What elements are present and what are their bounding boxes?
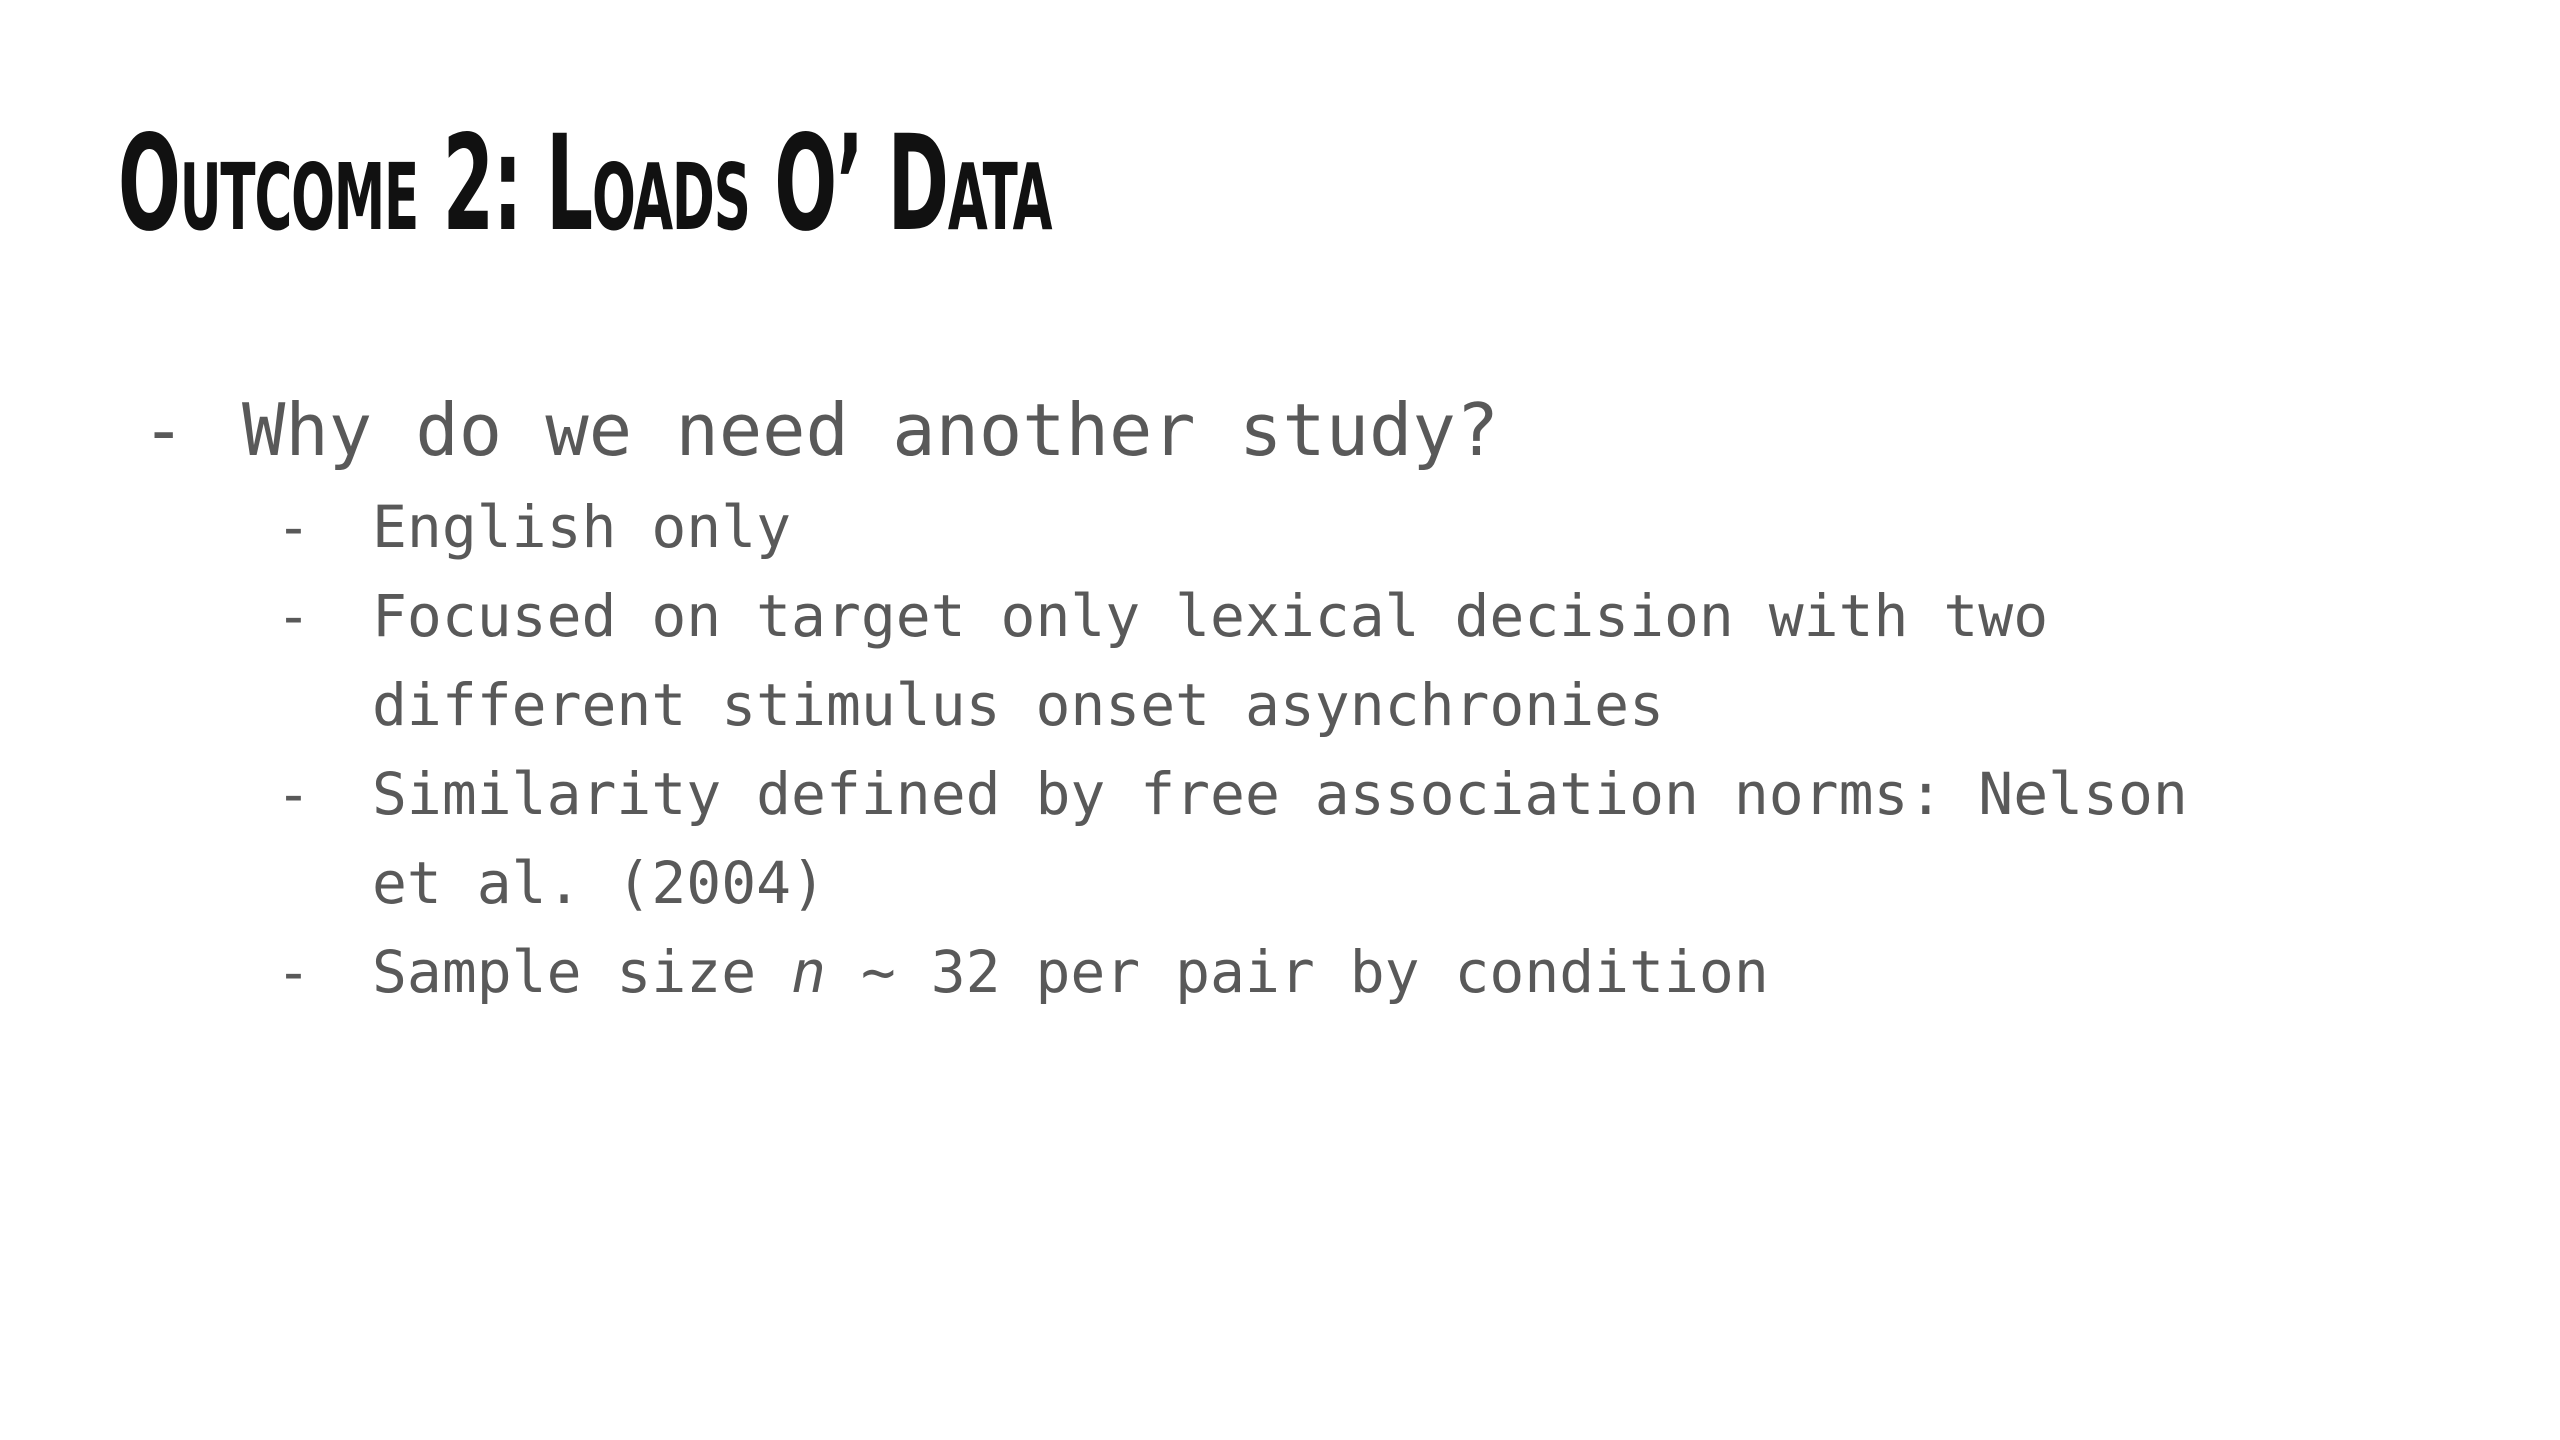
sub-bullet-line-1: Focused on target only lexical decision with two <box>372 582 2049 650</box>
sub-bullet-text <box>372 572 2048 750</box>
bullet-dash: - <box>142 388 186 472</box>
bullet-dash: - <box>276 760 311 828</box>
sub-bullet-text <box>372 928 1769 1017</box>
sub-bullet-line-2: et al. (2004) <box>372 849 826 917</box>
sub-bullet-line-2: different stimulus onset asynchronies <box>372 671 1665 739</box>
sample-size-variable: n <box>791 938 826 1006</box>
sub-bullet-line-1: Similarity defined by free association norms: Nelson <box>372 760 2188 828</box>
sample-size-prefix: Sample size <box>372 938 792 1006</box>
bullet-dash: - <box>276 938 311 1006</box>
sample-size-suffix: ~ 32 per pair by condition <box>825 938 1769 1006</box>
sub-bullet-text: English only <box>372 493 792 561</box>
slide-title: Outcome 2: Loads O’ Data <box>118 107 1052 261</box>
bullet-main-text: Why do we need another study? <box>242 388 1500 472</box>
sub-bullet-text <box>372 750 2188 928</box>
bullet-dash: - <box>276 582 311 650</box>
bullet-dash: - <box>276 493 311 561</box>
